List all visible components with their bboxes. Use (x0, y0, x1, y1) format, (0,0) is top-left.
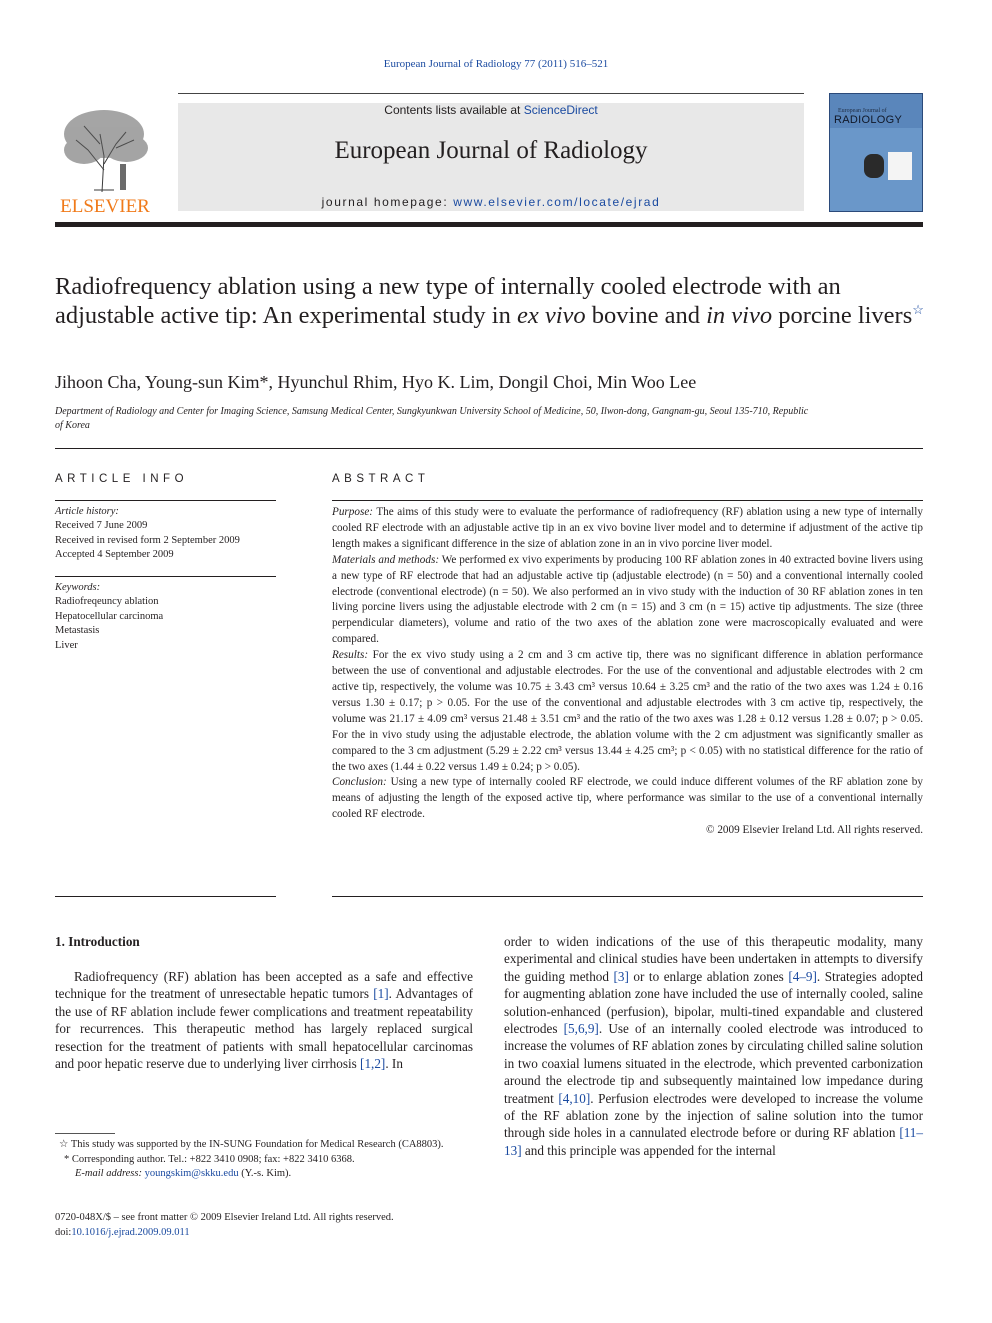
section-rule (55, 448, 923, 449)
cover-subtitle: European Journal of (838, 108, 887, 114)
section-heading-introduction: 1. Introduction (55, 934, 140, 949)
abstract-methods: Materials and methods: We performed ex vivo experiments by producing 100 RF ablation zones in 40 extracted bovine livers using a new type of RF electrode that had an adjustable active tip (adjustable electrode) (n = 50) and a conventional internally cooled electrode (conventional electrode) (n = 50). We also performed an in vivo study with the induction of 30 RF ablation zones in ten living porcine livers using the adjustable electrode with 2 cm (n = 15) and 3 cm (n = 15) active tip adjustments. The size (three perpendicular diameters), volume and ratio of the two axes of the ablation zone were macroscopically evaluated and were compared. (332, 553, 923, 646)
homepage-link[interactable]: www.elsevier.com/locate/ejrad (453, 195, 661, 209)
reference-link[interactable]: [1] (373, 986, 389, 1002)
article-info-rule (55, 500, 276, 501)
funding-footnote: ☆ This study was supported by the IN-SUNG Foundation for Medical Research (CA8803). (59, 1139, 444, 1150)
history-revised: Received in revised form 2 September 2009 (55, 534, 240, 546)
abstract-copyright: © 2009 Elsevier Ireland Ltd. All rights reserved. (706, 824, 923, 837)
journal-cover-thumbnail[interactable] (829, 93, 923, 212)
journal-title: European Journal of Radiology (334, 137, 648, 164)
intro-paragraph-left: Radiofrequency (RF) ablation has been accepted as a safe and effective technique for the treatment of unresectable hepatic tumors [1]. Advantages of the use of RF ablation include fewer complications and treatment repeatability for recurrences. This therapeutic method has largely replaced surgical resection for the treatment of patients with small hepatocellular carcinomas and poor hepatic reserve due to underlying liver cirrhosis [1,2]. In (55, 969, 473, 1072)
logo-text: ELSEVIER (60, 196, 150, 216)
doi-link[interactable]: 10.1016/j.ejrad.2009.09.011 (71, 1226, 190, 1238)
reference-link[interactable]: [1,2] (360, 1056, 386, 1072)
reference-link[interactable]: [11–13] (504, 1125, 923, 1158)
corresponding-author-footnote: * Corresponding author. Tel.: +822 3410 0908; fax: +822 3410 6368. (64, 1153, 355, 1165)
abstract-body (332, 505, 923, 839)
front-matter (55, 1211, 555, 1240)
abstract-heading: ABSTRACT (332, 473, 430, 485)
cover-title: RADIOLOGY (834, 114, 903, 126)
email-footnote: E-mail address: youngskim@skku.edu (Y.-s. Kim). (75, 1168, 292, 1179)
email-link[interactable]: youngskim@skku.edu (144, 1168, 239, 1179)
reference-link[interactable]: [5,6,9] (563, 1021, 599, 1037)
keywords-rule (55, 576, 276, 577)
keyword-item: Radiofreqeuncy ablation (55, 596, 159, 608)
elsevier-tree-icon (54, 104, 156, 216)
reference-link[interactable]: [3] (613, 968, 629, 984)
history-received: Received 7 June 2009 (55, 520, 148, 532)
abstract-results: Results: For the ex vivo study using a 2 cm and 3 cm active tip, there was no significant difference in ablation performance between the use of conventional and adjustable electrodes. For the use of the conventional and adjustable electrodes with 2 cm active tip, respectively, the volume was 10.75 ± 3.43 cm³ versus 10.64 ± 3.25 cm³ and the ratio of the two axes was 1.24 ± 0.16 versus 1.30 ± 0.17; p > 0.05. For the use of the conventional and adjustable electrodes with 3 cm active tip, respectively, the volume was 21.17 ± 4.09 cm³ versus 21.48 ± 3.51 cm³ and the ratio of the two axes was 1.28 ± 0.12 versus 1.28 ± 0.07; p > 0.05. For the in vivo study using the adjustable electrode, the ablation volume with the 2 cm adjustment was significantly smaller as compared to the 3 cm adjustment (5.29 ± 2.22 cm³ versus 13.44 ± 4.25 cm³; p < 0.05) with no statistical difference for the ratio of the two axes (1.44 ± 0.22 versus 1.49 ± 0.24; p > 0.05). (332, 649, 923, 773)
contents-line: Contents lists available at ScienceDirect (384, 103, 598, 117)
article-history (55, 505, 285, 563)
keyword-item: Hepatocellular carcinoma (55, 610, 164, 622)
intro-paragraph-right: order to widen indications of the use of this therapeutic modality, many experimental and clinical studies have been undertaken in attempts to diversify the guiding method [3] or to enlarge ablation zones [4–9]. Strategies adopted for augmenting ablation zone have included the use of internally cooled, saline solution-enhanced (perfusion), bipolar, multi-tined expandable and clustered electrodes [5,6,9]. Use of an internally cooled electrode was introduced to increase the volumes of RF ablation zones by circulating chilled saline solution in two coaxial lumens situated in the electrode, which prevented carbonization around the electrode tip and subsequently maintained low impedance during treatment [4,10]. Perfusion electrodes were developed to increase the volume of the RF ablation zone by the injection of saline solution into the tumor through side holes in a cannulated electrode before or during RF ablation [11–13] and this principle was appended for the internal (504, 934, 924, 1158)
cover-chart-image (888, 152, 912, 180)
journal-banner (178, 103, 804, 211)
title-footnote-mark[interactable]: ☆ (912, 301, 924, 317)
history-accepted: Accepted 4 September 2009 (55, 549, 174, 561)
keyword-item: Liver (55, 639, 78, 651)
affiliation: Department of Radiology and Center for Imaging Science, Samsung Medical Center, Sungkyunkwan University School of Medicine, 50, Ilwon-dong, Gangnam-gu, Seoul 135-710, Republic of Korea (55, 406, 809, 431)
article-info-heading: ARTICLE INFO (55, 473, 189, 485)
history-label: Article history: (55, 506, 119, 517)
footnotes (55, 1138, 473, 1182)
header-thick-rule (55, 222, 923, 227)
abstract-conclusion: Conclusion: Using a new type of internally cooled RF electrode, we could induce different volumes of the RF ablation zone by means of adjusting the length of the exposed active tip, where performance was similar to the use of a conventional internally cooled RF electrode. (332, 776, 923, 821)
issn-line: 0720-048X/$ – see front matter © 2009 Elsevier Ireland Ltd. All rights reserved. (55, 1212, 394, 1223)
journal-citation[interactable]: European Journal of Radiology 77 (2011) 516–521 (383, 58, 609, 70)
header-rule (178, 93, 804, 94)
doi-line: doi:10.1016/j.ejrad.2009.09.011 (55, 1226, 190, 1238)
footnote-rule (55, 1133, 115, 1134)
reference-link[interactable]: [4–9] (788, 968, 817, 984)
journal-homepage: journal homepage: www.elsevier.com/locate/ejrad (321, 195, 661, 209)
elsevier-logo[interactable] (54, 104, 156, 216)
keywords-label: Keywords: (55, 582, 101, 593)
abstract-purpose: Purpose: The aims of this study were to evaluate the performance of radiofrequency (RF) ablation using a new type of internally cooled RF electrode with an adjustable active tip in an ex vivo bovine liver model and to determine if adjustment of the active tip length makes a significant difference in the size of ablation zone in an in vivo porcine liver model. (332, 506, 923, 550)
abstract-bottom-rule (332, 896, 923, 897)
author-list: Jihoon Cha, Young-sun Kim*, Hyunchul Rhim, Hyo K. Lim, Dongil Choi, Min Woo Lee (55, 372, 697, 392)
sciencedirect-link[interactable]: ScienceDirect (523, 103, 598, 117)
abstract-rule (332, 500, 923, 501)
cover-scan-image (864, 154, 884, 178)
keyword-item: Metastasis (55, 625, 100, 637)
article-info-bottom-rule (55, 896, 276, 897)
reference-link[interactable]: [4,10] (558, 1090, 591, 1106)
article-title: Radiofrequency ablation using a new type of internally cooled electrode with an adjustable active tip: An experimental study in ex vivo bovine and in vivo porcine livers☆ (55, 273, 924, 329)
keywords (55, 581, 285, 653)
